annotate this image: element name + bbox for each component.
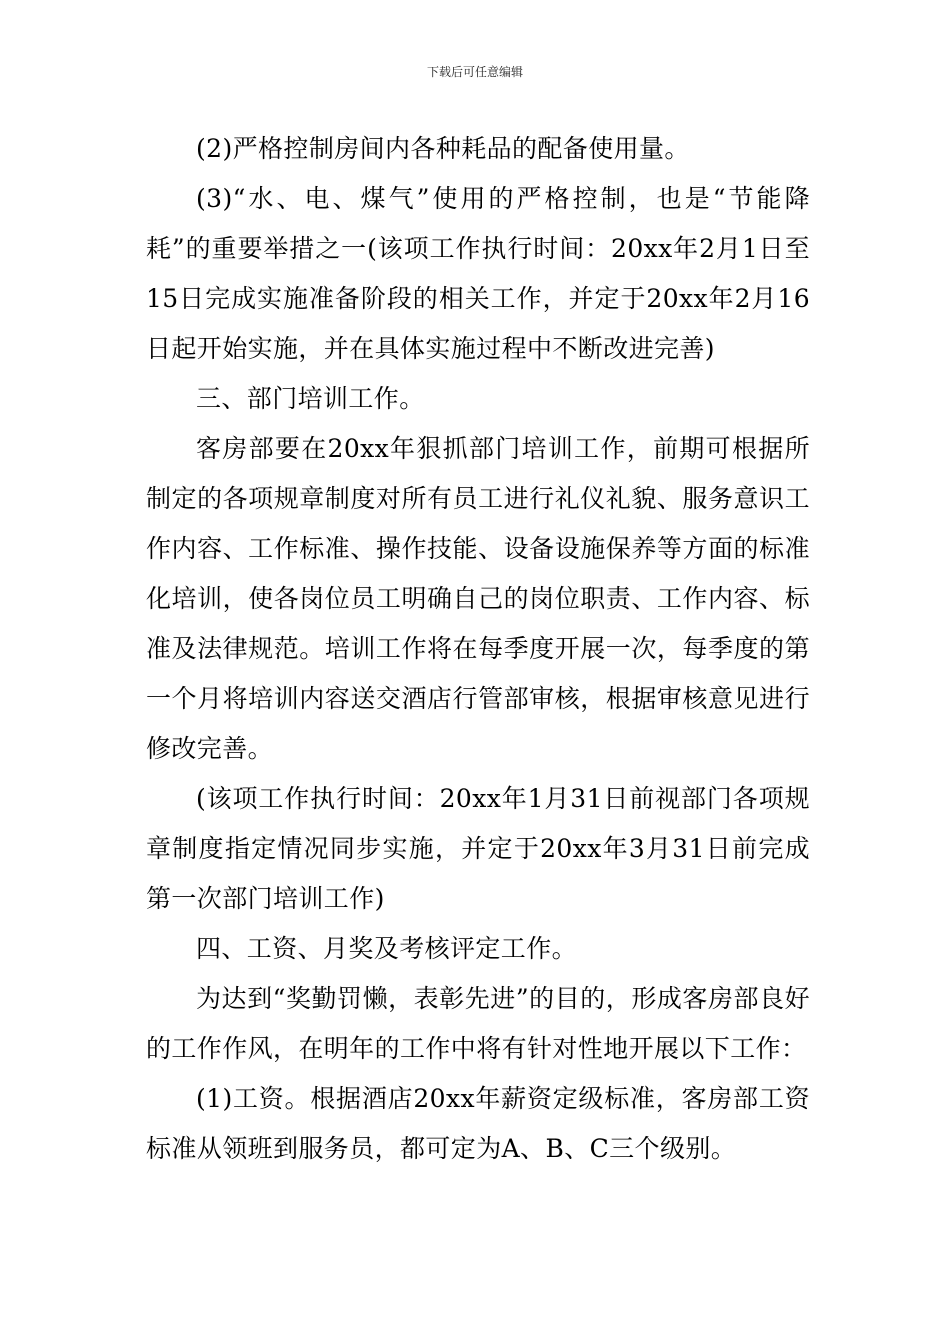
paragraph-training-plan: 客房部要在20xx年狠抓部门培训工作，前期可根据所制定的各项规章制度对所有员工进行礼仪礼貌、服务意识工作内容、工作标准、操作技能、设备设施保养等方面的标准化培训，使各岗位员工明确自己的岗位职责、工作内容、标准及法律规范。培训工作将在每季度开展一次，每季度的第一个月将培训内容送交酒店行管部审核，根据审核意见进行修改完善。 (146, 434, 810, 763)
paragraph-utilities-control: (3)“水、电、煤气”使用的严格控制，也是“节能降耗”的重要举措之一(该项工作执行时间：20xx年2月1日至15日完成实施准备阶段的相关工作，并定于20xx年2月16日起开始实施，并在具体实施过程中不断改进完善) (146, 184, 810, 363)
paragraph-consumables-control: (2)严格控制房间内各种耗品的配备使用量。 (196, 134, 690, 163)
section-heading-training: 三、部门培训工作。 (196, 384, 425, 413)
page-header: 下载后可任意编辑 (426, 65, 523, 79)
paragraph-wages-levels: (1)工资。根据酒店20xx年薪资定级标准，客房部工资标准从领班到服务员，都可定为A、B、C三个级别。 (146, 1084, 810, 1163)
section-heading-wages: 四、工资、月奖及考核评定工作。 (196, 934, 578, 963)
document-body (146, 124, 810, 1174)
paragraph-training-schedule: (该项工作执行时间：20xx年1月31日前视部门各项规章制度指定情况同步实施，并定于20xx年3月31日前完成第一次部门培训工作) (146, 784, 810, 913)
paragraph-wages-goal: 为达到“奖勤罚懒，表彰先进”的目的，形成客房部良好的工作作风，在明年的工作中将有针对性地开展以下工作： (146, 984, 810, 1063)
